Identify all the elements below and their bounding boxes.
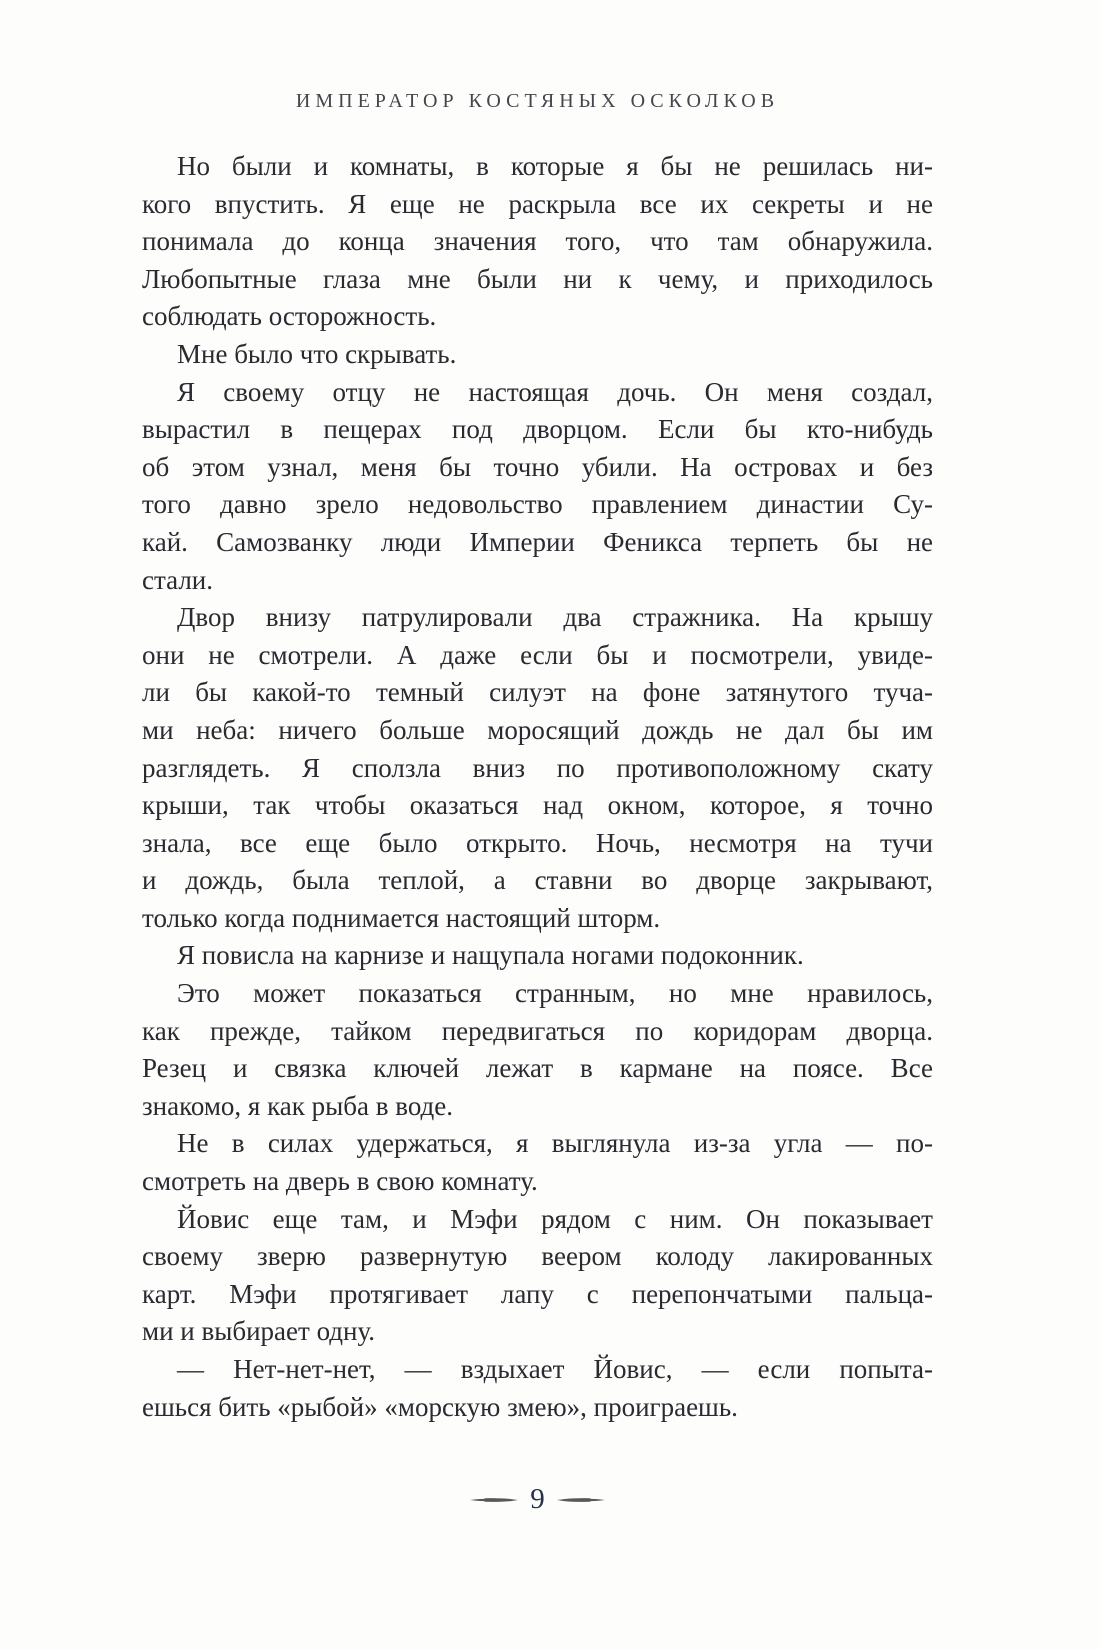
text-line: ми и выбирает одну.	[142, 1316, 376, 1347]
text-line: стали.	[142, 564, 214, 595]
page-number-ornament-right-icon	[557, 1495, 605, 1505]
text-line: — Нет-нет-нет, — вздыхает Йовис, — если попыта-	[177, 1354, 933, 1384]
text-line: Резец и связка ключей лежат в кармане на поясе. Все	[142, 1053, 933, 1084]
text-line: они не смотрели. А даже если бы и посмотрели, увиде-	[142, 639, 933, 670]
text-line: смотреть на дверь в свою комнату.	[142, 1166, 538, 1197]
text-line: вырастил в пещерах под дворцом. Если бы кто-нибудь	[142, 414, 933, 445]
text-line: понимала до конца значения того, что там обнаружила.	[142, 226, 933, 257]
text-line: Любопытные глаза мне были ни к чему, и приходилось	[142, 263, 933, 294]
running-header: ИМПЕРАТОР КОСТЯНЫХ ОСКОЛКОВ	[295, 90, 780, 112]
page-number: 9	[530, 1482, 545, 1515]
text-line: Но были и комнаты, в которые я бы не решилась ни-	[177, 151, 933, 181]
text-line: разглядеть. Я сползла вниз по противоположному скату	[142, 752, 933, 783]
text-line: Это может показаться странным, но мне нравилось,	[177, 978, 933, 1009]
text-line: Йовис еще там, и Мэфи рядом с ним. Он показывает	[177, 1203, 933, 1234]
text-line: соблюдать осторожность.	[142, 301, 437, 332]
text-line: Мне было что скрывать.	[177, 338, 457, 369]
text-line: кого впустить. Я еще не раскрыла все их секреты и не	[142, 188, 933, 219]
page-body	[142, 148, 933, 1426]
text-line: как прежде, тайком передвигаться по коридорам дворца.	[142, 1015, 933, 1046]
text-line: кай. Самозванку люди Империи Феникса терпеть бы не	[142, 526, 933, 557]
page-number-ornament-left-icon	[470, 1495, 518, 1505]
text-line: Я повисла на карнизе и нащупала ногами подоконник.	[177, 940, 804, 971]
text-line: знала, все еще было открыто. Ночь, несмотря на тучи	[142, 827, 933, 858]
text-line: и дождь, была теплой, а ставни во дворце закрывают,	[142, 865, 933, 896]
text-line: Не в силах удержаться, я выглянула из-за угла — по-	[177, 1128, 933, 1159]
text-line: того давно зрело недовольство правлением династии Су-	[142, 489, 933, 520]
text-line: карт. Мэфи протягивает лапу с перепончатыми пальца-	[142, 1278, 933, 1309]
text-line: Двор внизу патрулировали два стражника. На крышу	[177, 602, 933, 633]
text-line: своему зверю развернутую веером колоду лакированных	[142, 1241, 933, 1272]
text-line: ешься бить «рыбой» «морскую змею», проиграешь.	[142, 1391, 738, 1422]
text-line: об этом узнал, меня бы точно убили. На островах и без	[142, 451, 933, 482]
text-line: ми неба: ничего больше моросящий дождь не дал бы им	[142, 714, 933, 745]
text-line: Я своему отцу не настоящая дочь. Он меня создал,	[177, 376, 933, 407]
page-footer	[142, 1480, 933, 1520]
text-line: знакомо, я как рыба в воде.	[142, 1090, 454, 1121]
text-line: ли бы какой-то темный силуэт на фоне затянутого туча-	[142, 677, 933, 708]
text-line: только когда поднимается настоящий шторм.	[142, 902, 661, 933]
text-line: крыши, так чтобы оказаться над окном, которое, я точно	[142, 790, 933, 821]
